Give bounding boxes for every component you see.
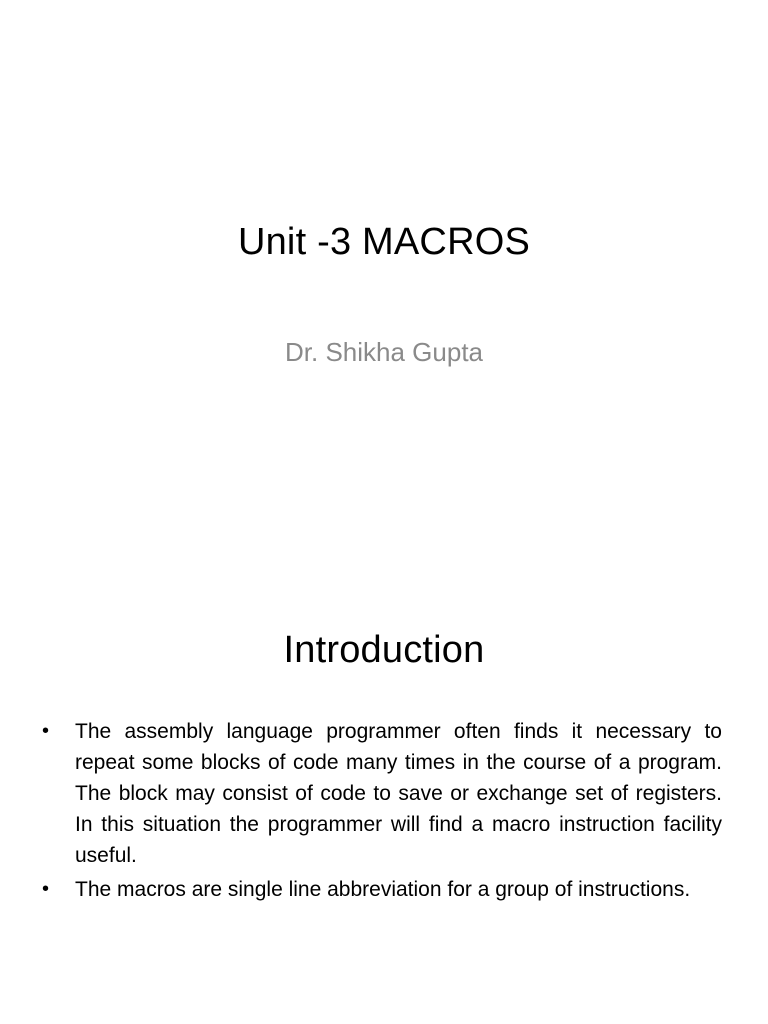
bullet-item — [42, 716, 722, 871]
bullet-list — [42, 716, 722, 908]
bullet-text: The macros are single line abbreviation for a group of instructions. — [75, 878, 691, 901]
bullet-item — [42, 874, 722, 905]
bullet-icon: • — [42, 878, 50, 900]
slide-heading: Introduction — [283, 629, 485, 671]
bullet-icon: • — [42, 720, 50, 742]
introduction-slide — [0, 570, 768, 1024]
slide-title: Unit -3 MACROS — [237, 221, 531, 263]
bullet-text: The assembly language programmer often finds it necessary to repeat some blocks of code many times in the course of a program. The block may consist of code to save or exchange set of registers. In this situation the programmer will find a macro instruction facility useful. — [75, 720, 722, 867]
author-subtitle: Dr. Shikha Gupta — [285, 337, 483, 367]
